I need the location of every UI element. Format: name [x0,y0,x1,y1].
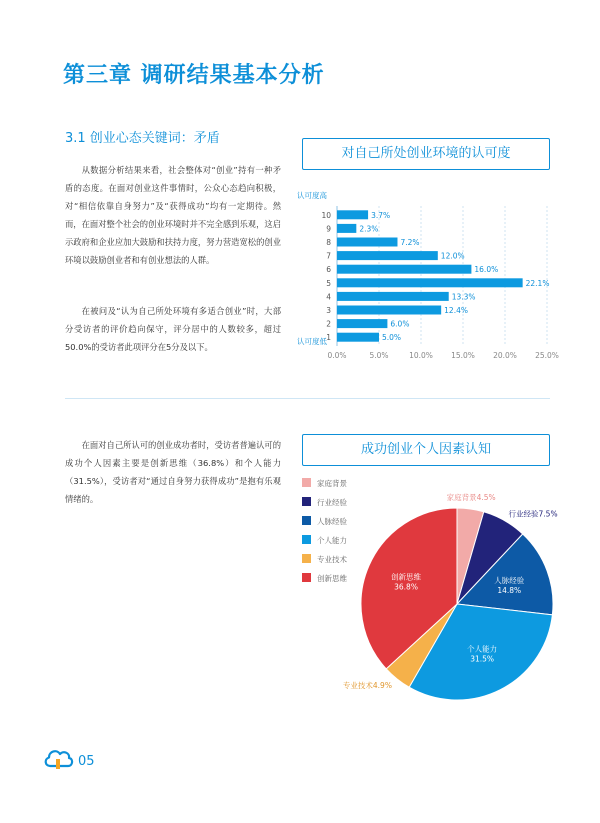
y-tick-label: 9 [326,224,331,234]
y-tick-label: 6 [326,265,331,275]
paragraph-2-text: 在被问及“认为自己所处环境有多适合创业”时，大部分受访者的评价趋向保守，评分居中的人数较多，超过50.0%的受访者此项评分在5分及以下。 [65,306,281,352]
pie-slice-label: 家庭背景4.5% [446,493,496,503]
paragraph-2 [65,302,281,356]
bar-chart-title: 对自己所处创业环境的认可度 [302,138,550,170]
x-tick-label: 5.0% [369,351,389,360]
y-tick-label: 10 [321,210,331,220]
pie-slice-label: 创新思维 [391,572,422,582]
bar-value-label: 12.0% [440,251,465,261]
bar-value-label: 16.0% [474,265,499,275]
pie-slice-label: 人脉经验 [494,575,525,585]
legend-swatch [302,478,311,487]
paragraph-1-text: 从数据分析结果来看，社会整体对“创业”持有一种矛盾的态度。在面对创业这件事情时，公众心态趋向积极，对“相信依靠自身努力”及“获得成功”均有一定期待。然而，在面对整个社会的创业环境时并不完全感到乐观，这启示政府和企业应加大鼓励和扶持力度，努力营造宽松的创业环境以鼓励创业者和有创业想法的人群。 [65,165,281,265]
section-title: 3.1 创业心态关键词：矛盾 [65,131,220,146]
paragraph-3 [65,436,281,508]
legend-label: 个人能力 [317,536,347,545]
legend-label: 创新思维 [317,574,347,583]
pie-chart-title: 成功创业个人因素认知 [302,434,550,466]
page-title: 第三章 调研结果基本分析 [63,63,325,88]
bar [337,265,471,274]
y-tick-label: 3 [326,306,331,315]
pie-slice-label: 31.5% [470,654,495,664]
legend-swatch [302,497,311,506]
bar [337,306,441,315]
pie-slice-label: 个人能力 [467,644,498,654]
bar-chart [295,185,565,370]
y-tick-label: 4 [326,292,331,302]
x-tick-label: 20.0% [493,351,517,360]
legend-swatch [302,516,311,525]
bar-value-label: 2.3% [359,224,379,234]
legend-label: 专业技术 [317,555,347,564]
legend-label: 家庭背景 [317,479,347,488]
bar-value-label: 3.7% [371,210,391,220]
paragraph-3-text: 在面对自己所认可的创业成功者时，受访者普遍认可的成功个人因素主要是创新思维（36.8%）和个人能力（31.5%），受访者对“通过自身努力获得成功”是抱有乐观情绪的。 [65,440,281,504]
bar [337,292,449,301]
axis-label-high: 认可度高 [297,191,327,200]
bar [337,319,387,328]
legend-swatch [302,573,311,582]
bar-value-label: 5.0% [382,333,402,343]
bar-value-label: 13.3% [451,292,476,302]
section-divider [65,398,550,399]
bar [337,224,356,233]
bar [337,278,523,287]
pie-slice-label: 行业经验7.5% [508,509,558,519]
page-number: 05 [78,754,95,769]
pie-slice-label: 专业技术4.9% [342,681,392,691]
bar [337,210,368,219]
bar-value-label: 6.0% [390,319,410,329]
y-tick-label: 8 [326,238,331,247]
y-tick-label: 5 [326,278,331,288]
pie-slice-label: 14.8% [497,585,522,595]
x-tick-label: 15.0% [451,351,475,360]
pie-chart [300,470,580,700]
axis-label-low: 认可度低 [297,337,327,346]
pie-slice-label: 36.8% [394,582,418,592]
cloud-icon [43,745,75,773]
x-tick-label: 25.0% [535,351,559,360]
legend-label: 行业经验 [317,498,347,507]
bar [337,238,397,247]
legend-swatch [302,554,311,563]
bar-value-label: 22.1% [525,278,550,288]
bar-value-label: 7.2% [400,238,420,247]
y-tick-label: 2 [326,319,331,329]
legend-swatch [302,535,311,544]
bar-value-label: 12.4% [444,306,468,315]
x-tick-label: 10.0% [409,351,433,360]
x-tick-label: 0.0% [327,351,347,360]
y-tick-label: 1 [326,333,331,343]
paragraph-1 [65,161,281,269]
legend-label: 人脉经验 [317,517,347,526]
bar [337,333,379,342]
y-tick-label: 7 [326,251,331,261]
bar [337,251,438,260]
